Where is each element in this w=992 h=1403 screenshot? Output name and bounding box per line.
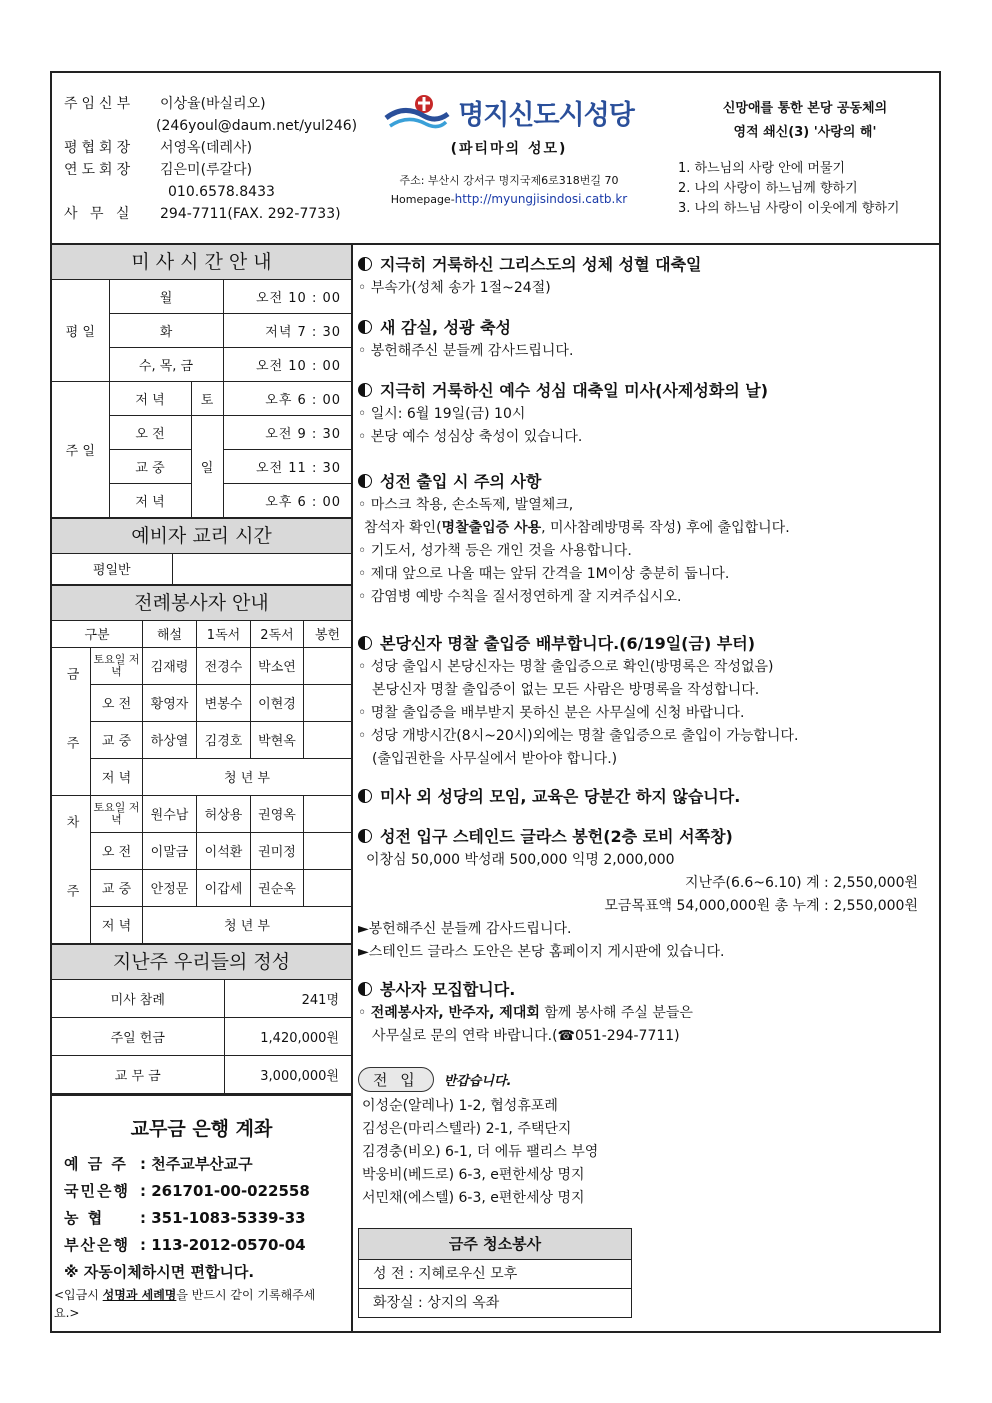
servers-title: 전례봉사자 안내 [52, 585, 351, 621]
mass-time: 오후 6 : 00 [223, 484, 351, 518]
mass-time: 오전 10 : 00 [223, 348, 351, 382]
chair-name: 김은미(루갈다) [160, 162, 253, 178]
theme-title-1: 신망애를 통한 본당 공동체의 [722, 101, 888, 116]
church-name: 명지신도시성당 [458, 100, 634, 131]
theme-item: 2. 나의 사랑이 하느님께 향하기 [678, 181, 858, 196]
catechism-value [172, 554, 351, 584]
cumulative-total: 모금목표액 54,000,000원 총 누계 : 2,550,000원 [604, 898, 918, 914]
server-cell: 황영자 [143, 684, 197, 721]
notice-text: , 미사참례방명록 작성) 후에 출입합니다. [541, 520, 790, 536]
server-cell [304, 832, 352, 869]
servers-header: 1독서 [197, 621, 251, 648]
mass-day: 화 [109, 314, 223, 348]
notice-emphasis: 명찰출입증 사용 [441, 520, 542, 536]
servers-header: 2독서 [251, 621, 304, 648]
offering-label: 미사 참례 [52, 980, 224, 1018]
server-slot: 저 녁 [91, 758, 143, 795]
server-cell: 권미정 [251, 832, 304, 869]
mass-slot: 교 중 [109, 450, 191, 484]
list-item: 김성은(마리스텔라) 2-1, 주택단지 [362, 1121, 572, 1137]
list-item: 서민채(에스텔) 6-3, e편한세상 명지 [362, 1190, 585, 1206]
notice-text: ◦ [358, 1005, 371, 1021]
notice-line: 본당신자 명찰 출입증이 없는 모든 사람은 방명록을 작성합니다. [372, 682, 760, 698]
theme-item: 1. 하느님의 사랑 안에 머물기 [678, 161, 846, 176]
notice-line: ◦ 일시: 6월 19일(금) 10시 [358, 406, 526, 422]
mass-times-table [52, 280, 351, 518]
office-label: 사 무 실 [64, 206, 134, 222]
server-cell: 안정문 [143, 869, 197, 906]
welcome-handwritten: 반갑습니다. [443, 1074, 512, 1089]
notice-line: ◦ 감염병 예방 수칙을 질서정연하게 잘 지켜주십시오. [358, 589, 682, 605]
council-name: 서영옥(데레사) [160, 140, 253, 156]
server-cell: 김재령 [143, 647, 197, 684]
notice-title: 지극히 거룩하신 그리스도의 성체 성혈 대축일 [380, 255, 702, 274]
servers-header: 구분 [52, 621, 143, 648]
notice-line: ◦ 기도서, 성가책 등은 개인 것을 사용합니다. [358, 543, 632, 559]
cleaning-row: 화장실 : 상지의 옥좌 [373, 1295, 500, 1311]
bank-accounts [52, 1096, 351, 1322]
church-address-block [364, 172, 654, 209]
cleaning-title: 금주 청소봉사 [359, 1229, 631, 1260]
server-slot: 저 녁 [91, 906, 143, 943]
notice-line: ◦ 명찰 출입증을 배부받지 못하신 분은 사무실에 신청 바랍니다. [358, 705, 745, 721]
server-cell: 박현옥 [251, 721, 304, 758]
server-cell: 권영옥 [251, 795, 304, 832]
church-address: 주소: 부산시 강서구 명지국제6로318번길 70 [399, 174, 619, 187]
bank-label: 국민은행 [64, 1181, 130, 1200]
notice-line: ◦ 부속가(성체 송가 1절~24절) [358, 280, 551, 296]
cleaning-row: 성 전 : 지혜로우신 모후 [359, 1260, 631, 1289]
notice-line: ◦ 본당 예수 성심상 축성이 있습니다. [358, 429, 583, 445]
deposit-note [54, 1286, 339, 1322]
mass-times-title: 미 사 시 간 안 내 [52, 245, 351, 280]
church-logo [364, 93, 654, 132]
mass-day: 월 [109, 280, 223, 314]
next-week-label: 차 주 [52, 795, 91, 943]
notice-line: ◦ 성당 출입시 본당신자는 명찰 출입증으로 확인(방명록은 작성없음) [358, 659, 774, 675]
mass-time: 오전 9 : 30 [223, 416, 351, 450]
office-phone: 294-7711(FAX. 292-7733) [160, 206, 341, 222]
server-slot: 교 중 [91, 869, 143, 906]
server-cell: 변봉수 [197, 684, 251, 721]
half-circle-bullet-icon [358, 383, 372, 397]
bank-label: 부산은행 [64, 1235, 130, 1254]
server-slot: 오 전 [91, 684, 143, 721]
bank-value: : 351-1083-5339-33 [140, 1208, 306, 1227]
notice-line [358, 1002, 936, 1025]
welcome-label: 전 입 [358, 1067, 434, 1092]
server-cell: 이말금 [143, 832, 197, 869]
server-cell: 하상열 [143, 721, 197, 758]
notices-column [354, 245, 939, 1331]
bank-label: 예 금 주 [64, 1154, 128, 1173]
server-slot: 교 중 [91, 721, 143, 758]
auto-transfer-note: ※ 자동이체하시면 편합니다. [64, 1262, 255, 1281]
half-circle-bullet-icon [358, 257, 372, 271]
welcome-header [358, 1067, 511, 1092]
server-cell [304, 721, 352, 758]
notice-text: 함께 봉사해 주실 분들은 [539, 1005, 693, 1021]
bank-value: : 천주교부산교구 [140, 1154, 253, 1173]
notice-title: 봉사자 모집합니다. [380, 980, 516, 999]
mass-time: 오후 6 : 00 [223, 382, 351, 416]
theme-item: 3. 나의 하느님 사랑이 이웃에게 향하기 [678, 201, 900, 216]
notice-line [358, 517, 936, 540]
server-cell: 권순옥 [251, 869, 304, 906]
mass-day: 일 [191, 416, 223, 518]
server-cell: 전경수 [197, 647, 251, 684]
offering-value: 1,420,000원 [224, 1017, 351, 1055]
catechism-label: 평일반 [52, 554, 172, 584]
list-item: 박웅비(베드로) 6-3, e편한세상 명지 [362, 1167, 585, 1183]
list-item: 이성순(알레나) 1-2, 협성휴포레 [362, 1098, 558, 1114]
notice-title: 성전 출입 시 주의 사항 [380, 472, 542, 491]
notice-line: ►스테인드 글라스 도안은 본당 홈페이지 게시판에 있습니다. [358, 944, 725, 960]
notice-volunteers [358, 978, 936, 1048]
catechism-table [52, 554, 351, 585]
server-cell: 원수남 [143, 795, 197, 832]
half-circle-bullet-icon [358, 636, 372, 650]
notice-emphasis: 전례봉사자, 반주자, 제대회 [370, 1005, 540, 1021]
offering-label: 교 무 금 [52, 1055, 224, 1093]
left-column [52, 245, 353, 1331]
deposit-note-text: 을 반드시 같이 기록해주세요.> [54, 1287, 316, 1320]
server-cell: 박소연 [251, 647, 304, 684]
mass-slot: 저 녁 [109, 382, 191, 416]
server-cell [304, 684, 352, 721]
deposit-note-text: <입금시 [54, 1287, 103, 1302]
mass-time: 오전 11 : 30 [223, 450, 351, 484]
weekday-label: 평 일 [52, 280, 109, 382]
bank-title: 교무금 은행 계좌 [130, 1117, 273, 1140]
mass-slot: 저 녁 [109, 484, 191, 518]
chair-phone: 010.6578.8433 [168, 184, 275, 200]
notice-title: 미사 외 성당의 모임, 교육은 당분간 하지 않습니다. [380, 787, 741, 806]
yearly-theme [678, 97, 932, 219]
notice-text: 참석자 확인( [364, 520, 442, 536]
notice-title: 지극히 거룩하신 예수 성심 대축일 미사(사제성화의 날) [380, 381, 769, 400]
server-cell [304, 647, 352, 684]
mass-slot: 오 전 [109, 416, 191, 450]
notice-no-meetings [358, 785, 936, 809]
this-week-label: 금 주 [52, 647, 91, 795]
chair-label: 연도회장 [64, 162, 135, 178]
server-cell: 청 년 부 [143, 758, 352, 795]
new-parishioners-list [362, 1095, 598, 1210]
notice-line: ◦ 제대 앞으로 나올 때는 앞뒤 간격을 1M이상 충분히 둡니다. [358, 566, 730, 582]
council-label: 평협회장 [64, 140, 135, 156]
server-cell: 청 년 부 [143, 906, 352, 943]
weekly-total: 지난주(6.6~6.10) 계 : 2,550,000원 [684, 875, 918, 891]
server-cell [304, 795, 352, 832]
patron-saint: (파티마의 성모) [450, 141, 568, 157]
homepage-link[interactable]: http://myungjisindosi.catb.kr [454, 192, 628, 206]
staff-info [64, 93, 357, 225]
notice-line: (출입권한을 사무실에서 받아야 합니다.) [372, 751, 618, 767]
mass-day: 수, 목, 금 [109, 348, 223, 382]
donor-list: 이창심 50,000 박성래 500,000 익명 2,000,000 [366, 852, 675, 868]
half-circle-bullet-icon [358, 982, 372, 996]
half-circle-bullet-icon [358, 829, 372, 843]
mass-time: 오전 10 : 00 [223, 280, 351, 314]
offerings-title: 지난주 우리들의 정성 [52, 944, 351, 980]
notice-title: 성전 입구 스테인드 글라스 봉헌(2층 로비 서쪽창) [380, 827, 733, 846]
server-cell: 이석환 [197, 832, 251, 869]
pastor-email: (246youl@daum.net/yul246) [156, 118, 358, 134]
half-circle-bullet-icon [358, 320, 372, 334]
church-logo-icon [384, 94, 450, 132]
list-item: 김경충(비오) 6-1, 더 에듀 팰리스 부영 [362, 1144, 599, 1160]
server-slot: 토요일 저 녁 [91, 647, 143, 684]
servers-header: 해설 [143, 621, 197, 648]
catechism-title: 예비자 교리 시간 [52, 518, 351, 554]
server-cell: 김경호 [197, 721, 251, 758]
offering-value: 241명 [224, 980, 351, 1018]
half-circle-bullet-icon [358, 789, 372, 803]
notice-line: 사무실로 문의 연락 바랍니다.(☎051-294-7711) [372, 1028, 680, 1044]
servers-table [52, 621, 351, 944]
cleaning-box [358, 1228, 632, 1318]
server-cell [304, 869, 352, 906]
bank-label: 농 협 [64, 1208, 105, 1227]
notice-stained-glass [358, 825, 936, 964]
theme-title-2: 영적 쇄신(3) '사랑의 해' [733, 125, 877, 140]
notice-corpus-christi [358, 253, 936, 300]
servers-header: 봉헌 [304, 621, 352, 648]
notice-tabernacle [358, 316, 936, 363]
pastor-label: 주임신부 [64, 96, 135, 112]
notice-line: ◦ 성당 개방시간(8시~20시)외에는 명찰 출입증으로 출입이 가능합니다. [358, 728, 799, 744]
notice-line: ◦ 마스크 착용, 손소독제, 발열체크, [358, 497, 574, 513]
offerings-table [52, 980, 351, 1094]
church-branding [364, 93, 654, 209]
server-cell: 이갑세 [197, 869, 251, 906]
server-cell: 이현경 [251, 684, 304, 721]
notice-line: ►봉헌해주신 분들께 감사드립니다. [358, 921, 572, 937]
bank-value: : 261701-00-022558 [140, 1181, 310, 1200]
header [52, 73, 939, 245]
server-slot: 토요일 저 녁 [91, 795, 143, 832]
server-slot: 오 전 [91, 832, 143, 869]
offering-label: 주일 헌금 [52, 1017, 224, 1055]
bulletin-frame [50, 71, 941, 1333]
server-cell: 허상용 [197, 795, 251, 832]
offering-value: 3,000,000원 [224, 1055, 351, 1093]
notice-title: 본당신자 명찰 출입증 배부합니다.(6/19일(금) 부터) [380, 634, 756, 653]
pastor-name: 이상율(바실리오) [160, 96, 266, 112]
notice-title: 새 감실, 성광 축성 [380, 318, 511, 337]
deposit-note-emphasis: 성명과 세례명 [102, 1287, 177, 1302]
theme-list [678, 159, 932, 219]
notice-entry-precautions [358, 470, 936, 609]
notice-sacred-heart [358, 379, 936, 449]
mass-day: 토 [191, 382, 223, 416]
mass-time: 저녁 7 : 30 [223, 314, 351, 348]
bank-value: : 113-2012-0570-04 [140, 1235, 306, 1254]
notice-name-badge [358, 632, 936, 771]
homepage-label: Homepage- [390, 193, 455, 206]
half-circle-bullet-icon [358, 474, 372, 488]
notice-line: ◦ 봉헌해주신 분들께 감사드립니다. [358, 343, 574, 359]
sunday-label: 주 일 [52, 382, 109, 518]
